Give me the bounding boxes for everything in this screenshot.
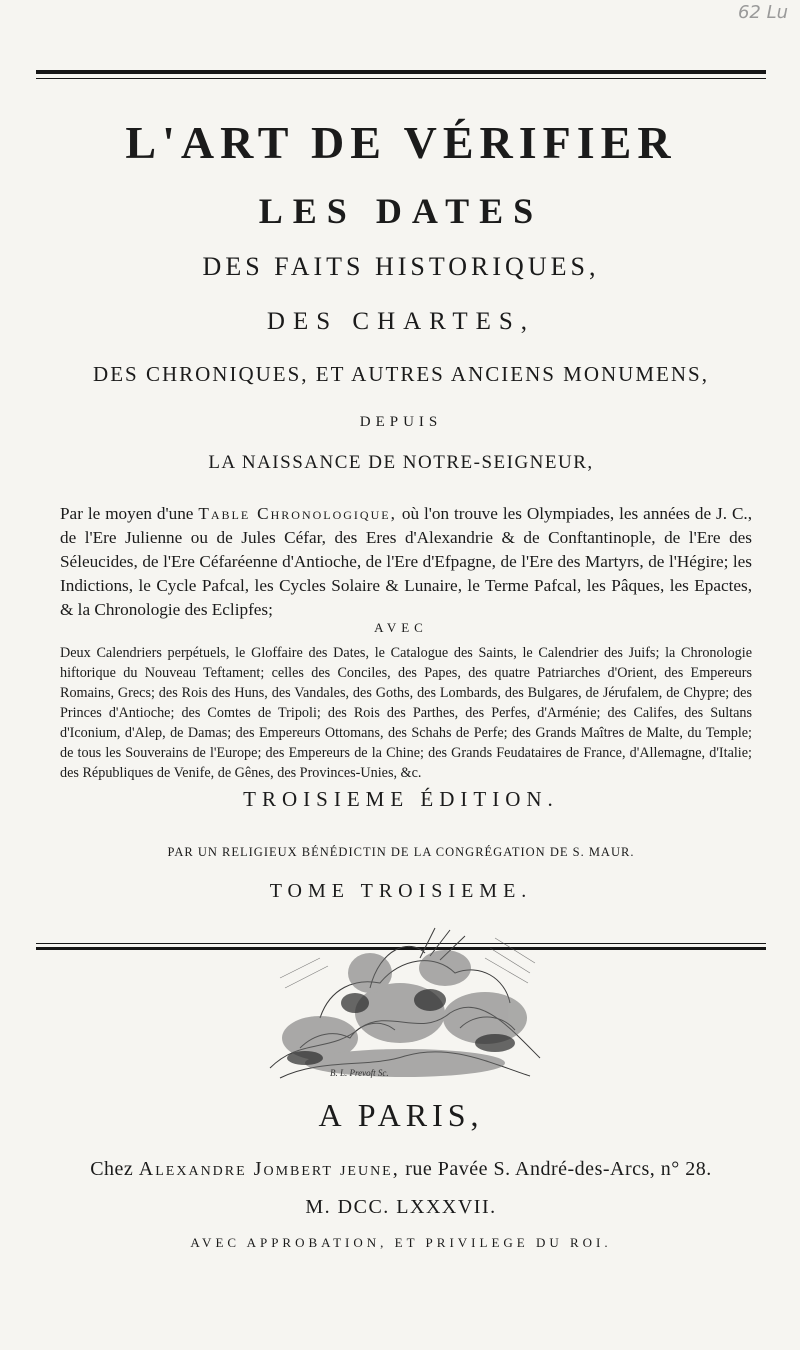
title-line-1: L'ART DE VÉRIFIER <box>125 117 677 168</box>
intro-rest: où l'on trouve les Olympiades, les années de J. C., de l'Ere Julienne ou de Jules Céfar, des Eres d'Alexandrie & de Conftantinople, de l'Ere des Séleucides, de l'Ere Céfaréenne d'Antioche, de l'Ere d'Efpagne, de l'Ere des Martyrs, de l'Hégire; les Indictions, le Cycle Pafcal, les Cycles Solaire & Lunaire, le Terme Pafcal, les Pâques, les Epactes, & la Chronologie des Eclipfes; <box>60 504 753 619</box>
volume-line: TOME TROISIEME. <box>269 880 533 902</box>
intro-paragraph <box>60 502 752 622</box>
title-line-4: DES CHARTES, <box>266 308 536 335</box>
intro-lead: Par le moyen d'une <box>60 504 194 523</box>
calendars-paragraph: Deux Calendriers perpétuels, le Gloffaire des Dates, le Catalogue des Saints, le Calendrier des Juifs; la Chronologie hiftorique du Nouveau Teftament; celles des Conciles, des Papes, des quatre Patriarches d'Orient, des Empereurs Romains, Grecs; des Rois des Huns, des Vandales, des Goths, des Lombards, des Bulgares, de Jérufalem, de Chypre; des Princes d'Antioche; des Comtes de Tripoli; des Rois des Parthes, des Perfes, d'Arménie; des Califes, des Sultans d'Iconium, d'Alep, de Damas; des Empereurs Ottomans, des Schahs de Perfe; des Grands Maîtres de Malte, du Temple; de tous les Souverains de l'Europe; des Empereurs de la Chine; des Grands Feudataires de France, d'Allemagne, d'Italie; des Républiques de Venife, de Gênes, des Provinces-Unies, &c. <box>60 645 752 781</box>
avec-heading: AVEC <box>374 620 428 635</box>
author-line: PAR UN RELIGIEUX BÉNÉDICTIN DE LA CONGRÉGATION DE S. MAUR. <box>167 845 635 859</box>
vignette-engraving <box>260 918 550 1086</box>
engraver-signature: B. L. Prevoft Sc. <box>330 1068 389 1078</box>
privilege-line: AVEC APPROBATION, ET PRIVILEGE DU ROI. <box>190 1235 612 1250</box>
title-line-7: LA NAISSANCE DE NOTRE-SEIGNEUR, <box>208 452 594 473</box>
title-line-5: DES CHRONIQUES, ET AUTRES ANCIENS MONUMENS, <box>93 362 709 386</box>
place-line: A PARIS, <box>318 1097 484 1133</box>
edition-line: TROISIEME ÉDITION. <box>243 787 559 811</box>
title-line-2: LES DATES <box>258 191 544 231</box>
year-line: M. DCC. LXXXVII. <box>305 1196 497 1218</box>
imprint-publisher: Alexandre Jombert jeune, <box>138 1158 400 1180</box>
imprint-address: rue Pavée S. André-des-Arcs, n° 28. <box>405 1158 712 1180</box>
title-line-6: DEPUIS <box>359 414 443 430</box>
pencil-shelfmark: 62 Lu <box>737 2 788 23</box>
imprint-chez: Chez <box>90 1158 134 1180</box>
imprint-line <box>36 1158 766 1181</box>
title-line-3: DES FAITS HISTORIQUES, <box>202 252 600 281</box>
intro-table-label: Table Chronologique, <box>198 504 397 523</box>
